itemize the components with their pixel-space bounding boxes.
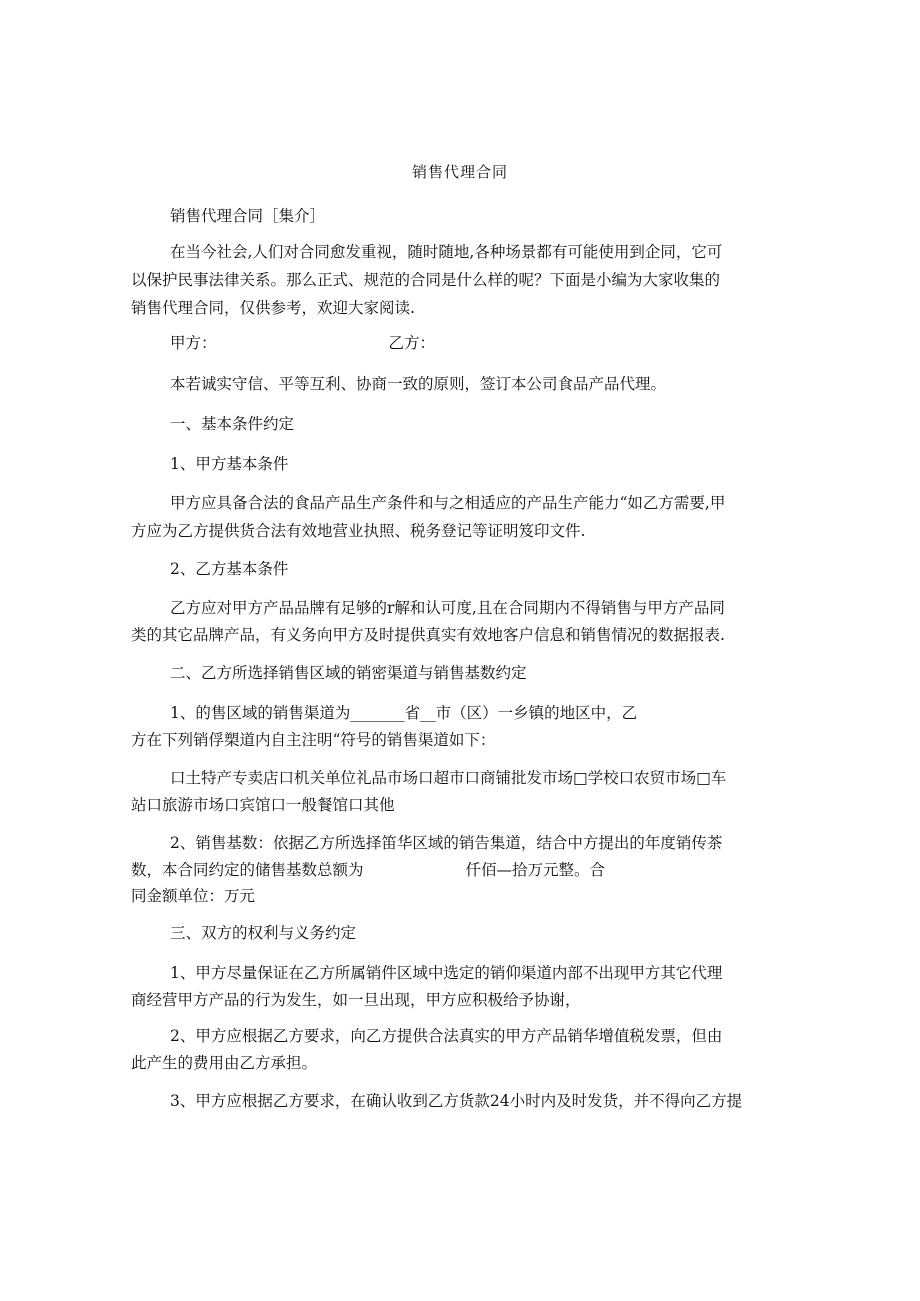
section-1-1-line-2: 方应为乙方提供货合法有效地营业执照、税务登记等证明笈印文件. (131, 522, 586, 540)
section-1-2-heading: 2、乙方基本条件 (170, 560, 289, 578)
section-3-heading: 三、双方的权利与义务约定 (170, 924, 357, 942)
section-3-2-line-1: 2、甲方应根据乙方要求，向乙方提供合法真实的甲方产品销华增值税发票，但由 (170, 1027, 723, 1045)
section-2-2-line-3: 同金额单位：万元 (131, 887, 256, 905)
intro-line-2: 以保护民事法律关系。那么正式、规范的合同是什么样的呢？下面是小编为大家收集的 (131, 271, 721, 289)
party-line (170, 333, 435, 353)
section-1-2-line-1: 乙方应对甲方产品品牌有足够的r解和认可度,且在合同期内不得销售与甲方产品同 (170, 599, 725, 617)
principle-line: 本若诚实守信、平等互利、协商一致的原则，签订本公司食品产品代理。 (170, 375, 667, 393)
sales-base-label: 数，本合同约定的储售基数总额为 (131, 861, 364, 879)
section-1-heading: 一、基本条件约定 (170, 415, 295, 433)
party-a-label: 甲方： (170, 334, 217, 352)
section-2-channels-line-2: 站口旅游市场口宾馆口一般餐馆口其他 (131, 796, 395, 814)
intro-line-3: 销售代理合同，仅供参考，欢迎大家阅读. (131, 299, 415, 317)
section-2-channels-line-1: 口土特产专卖店口机关单位礼品市场口超市口商铺批发市场□学校口农贸市场□车 (170, 769, 727, 787)
section-3-1-line-2: 商经营甲方产品的行为发生，如一旦出现，甲方应积极给予协谢， (131, 991, 581, 1009)
section-2-2-line-1: 2、销售基数：依据乙方所选择笛华区域的销告集道，结合中方提出的年度销传茶 (170, 834, 723, 852)
section-2-1-line-1: 1、的售区域的销售渠道为_______省__市（区）一乡镇的地区中，乙 (170, 704, 638, 722)
section-3-3-line-1: 3、甲方应根据乙方要求，在确认收到乙方货款24小时内及时发货，并不得向乙方提 (170, 1092, 743, 1110)
document-subtitle: 销售代理合同［集介］ (170, 207, 326, 225)
section-2-1-line-2: 方在下列销俘槊道内自主注明“符号的销售渠道如下： (131, 731, 496, 749)
section-1-1-line-1: 甲方应具备合法的食品产品生产条件和与之相适应的产品生产能力“如乙方需要,甲 (170, 494, 726, 512)
section-3-2-line-2: 此产生的费用由乙方承担。 (131, 1054, 318, 1072)
sales-base-unit: 仟佰—拾万元整。合 (465, 861, 606, 879)
section-2-heading: 二、乙方所选择销售区域的销密渠道与销售基数约定 (170, 664, 527, 682)
section-1-1-heading: 1、甲方基本条件 (170, 455, 289, 473)
section-2-2-line-2 (131, 860, 605, 880)
intro-line-1: 在当今社会,人们对合同愈发重视，随时随地,各种场景都有可能使用到企同，它可 (170, 243, 723, 261)
section-3-1-line-1: 1、甲方尽量保证在乙方所属销件区域中选定的销仰渠道内部不出现甲方其它代理 (170, 964, 723, 982)
party-b-label: 乙方： (388, 334, 436, 352)
document-title: 销售代理合同 (411, 163, 508, 181)
section-1-2-line-2: 类的其它品牌产品，有义务向甲方及时提供真实有效地客户信息和销售情况的数据报表. (131, 626, 725, 644)
